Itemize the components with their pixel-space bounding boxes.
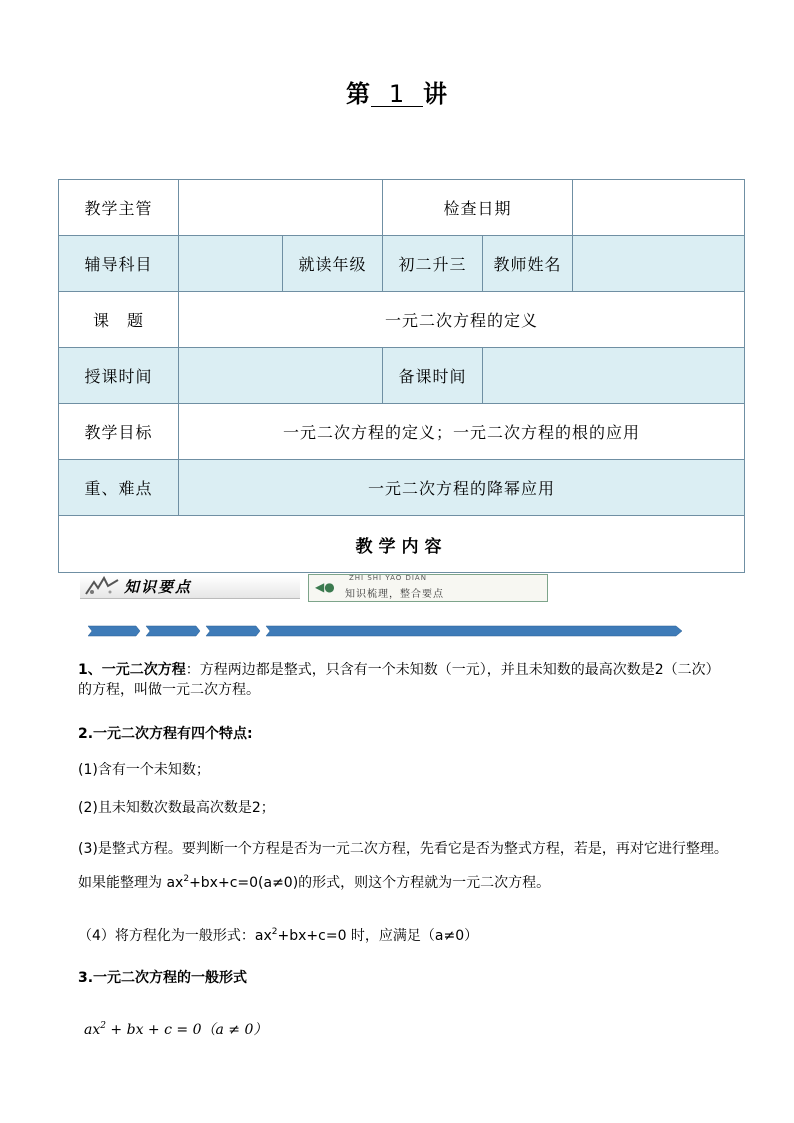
section-2-item-4 — [78, 922, 728, 946]
table-row — [59, 292, 745, 348]
teaching-supervisor-field[interactable] — [179, 180, 383, 236]
grade-label: 就读年级 — [283, 236, 383, 292]
lesson-title — [0, 74, 794, 109]
objective-value: 一元二次方程的定义；一元二次方程的根的应用 — [179, 404, 745, 460]
lesson-number: 1 — [371, 82, 423, 107]
check-date-field[interactable] — [573, 180, 745, 236]
content-header: 教学内容 — [59, 516, 745, 573]
topic-value: 一元二次方程的定义 — [179, 292, 745, 348]
formula-text-b: + bx + c = 0（a ≠ 0） — [105, 1022, 268, 1038]
banner-pinyin: ZHI SHI YAO DIAN — [349, 574, 427, 582]
table-row — [59, 404, 745, 460]
formula-text-a: ax — [84, 1022, 101, 1038]
lesson-info-table — [58, 179, 745, 573]
table-row — [59, 180, 745, 236]
item-3-exponent: 2 — [183, 874, 190, 884]
item-3-text-a: (3)是整式方程。要判断一个方程是否为一元二次方程，先看它是否为整式方程，若是，再对它进行整理。 如果能整理为 ax — [78, 841, 728, 891]
prep-time-label: 备课时间 — [383, 348, 483, 404]
item-4-exponent: 2 — [271, 927, 278, 937]
item-4-text-a: （4）将方程化为一般形式：ax — [78, 928, 272, 944]
section-2-item-3 — [78, 834, 728, 898]
class-time-field[interactable] — [179, 348, 383, 404]
table-row — [59, 236, 745, 292]
teacher-field[interactable] — [573, 236, 745, 292]
prep-time-field[interactable] — [483, 348, 745, 404]
table-row — [59, 516, 745, 573]
title-suffix: 讲 — [423, 80, 448, 108]
grade-value: 初二升三 — [383, 236, 483, 292]
section-1-heading: 1、一元二次方程 — [78, 662, 186, 678]
section-3-heading: 3.一元二次方程的一般形式 — [78, 970, 248, 986]
banner-subtitle-box — [308, 574, 548, 602]
item-3-text-b: +bx+c=0(a≠0)的形式，则这个方程就为一元二次方程。 — [189, 875, 551, 891]
section-2-item-1: (1)含有一个未知数； — [78, 762, 210, 778]
subject-field[interactable] — [179, 236, 283, 292]
table-row — [59, 460, 745, 516]
banner-label: 知识要点 — [124, 578, 193, 596]
table-row — [59, 348, 745, 404]
key-points-label: 重、难点 — [59, 460, 179, 516]
teacher-label: 教师姓名 — [483, 236, 573, 292]
banner-subtitle: 知识梳理，整合要点 — [345, 589, 444, 600]
knowledge-points-banner — [80, 574, 470, 604]
subject-label: 辅导科目 — [59, 236, 179, 292]
section-1-body: ：方程两边都是整式，只含有一个未知数（一元），并且未知数的最高次数是2（二次）的方程，叫做一元二次方程。 — [78, 662, 720, 698]
class-time-label: 授课时间 — [59, 348, 179, 404]
formula-exponent: 2 — [100, 1021, 106, 1031]
section-2-item-2: (2)且未知数次数最高次数是2； — [78, 800, 275, 816]
general-form-formula — [84, 1016, 734, 1040]
topic-label: 课 题 — [59, 292, 179, 348]
key-points-value: 一元二次方程的降幂应用 — [179, 460, 745, 516]
section-2-heading: 2.一元二次方程有四个特点: — [78, 726, 253, 742]
objective-label: 教学目标 — [59, 404, 179, 460]
item-4-text-b: +bx+c=0 时，应满足（a≠0） — [277, 928, 479, 944]
section-1 — [78, 660, 728, 700]
check-date-label: 检查日期 — [383, 180, 573, 236]
teaching-supervisor-label: 教学主管 — [59, 180, 179, 236]
arrow-left-icon: ◀● — [315, 580, 335, 594]
title-prefix: 第 — [346, 80, 371, 108]
chevron-divider — [88, 624, 688, 638]
brush-decoration-icon — [84, 574, 120, 600]
